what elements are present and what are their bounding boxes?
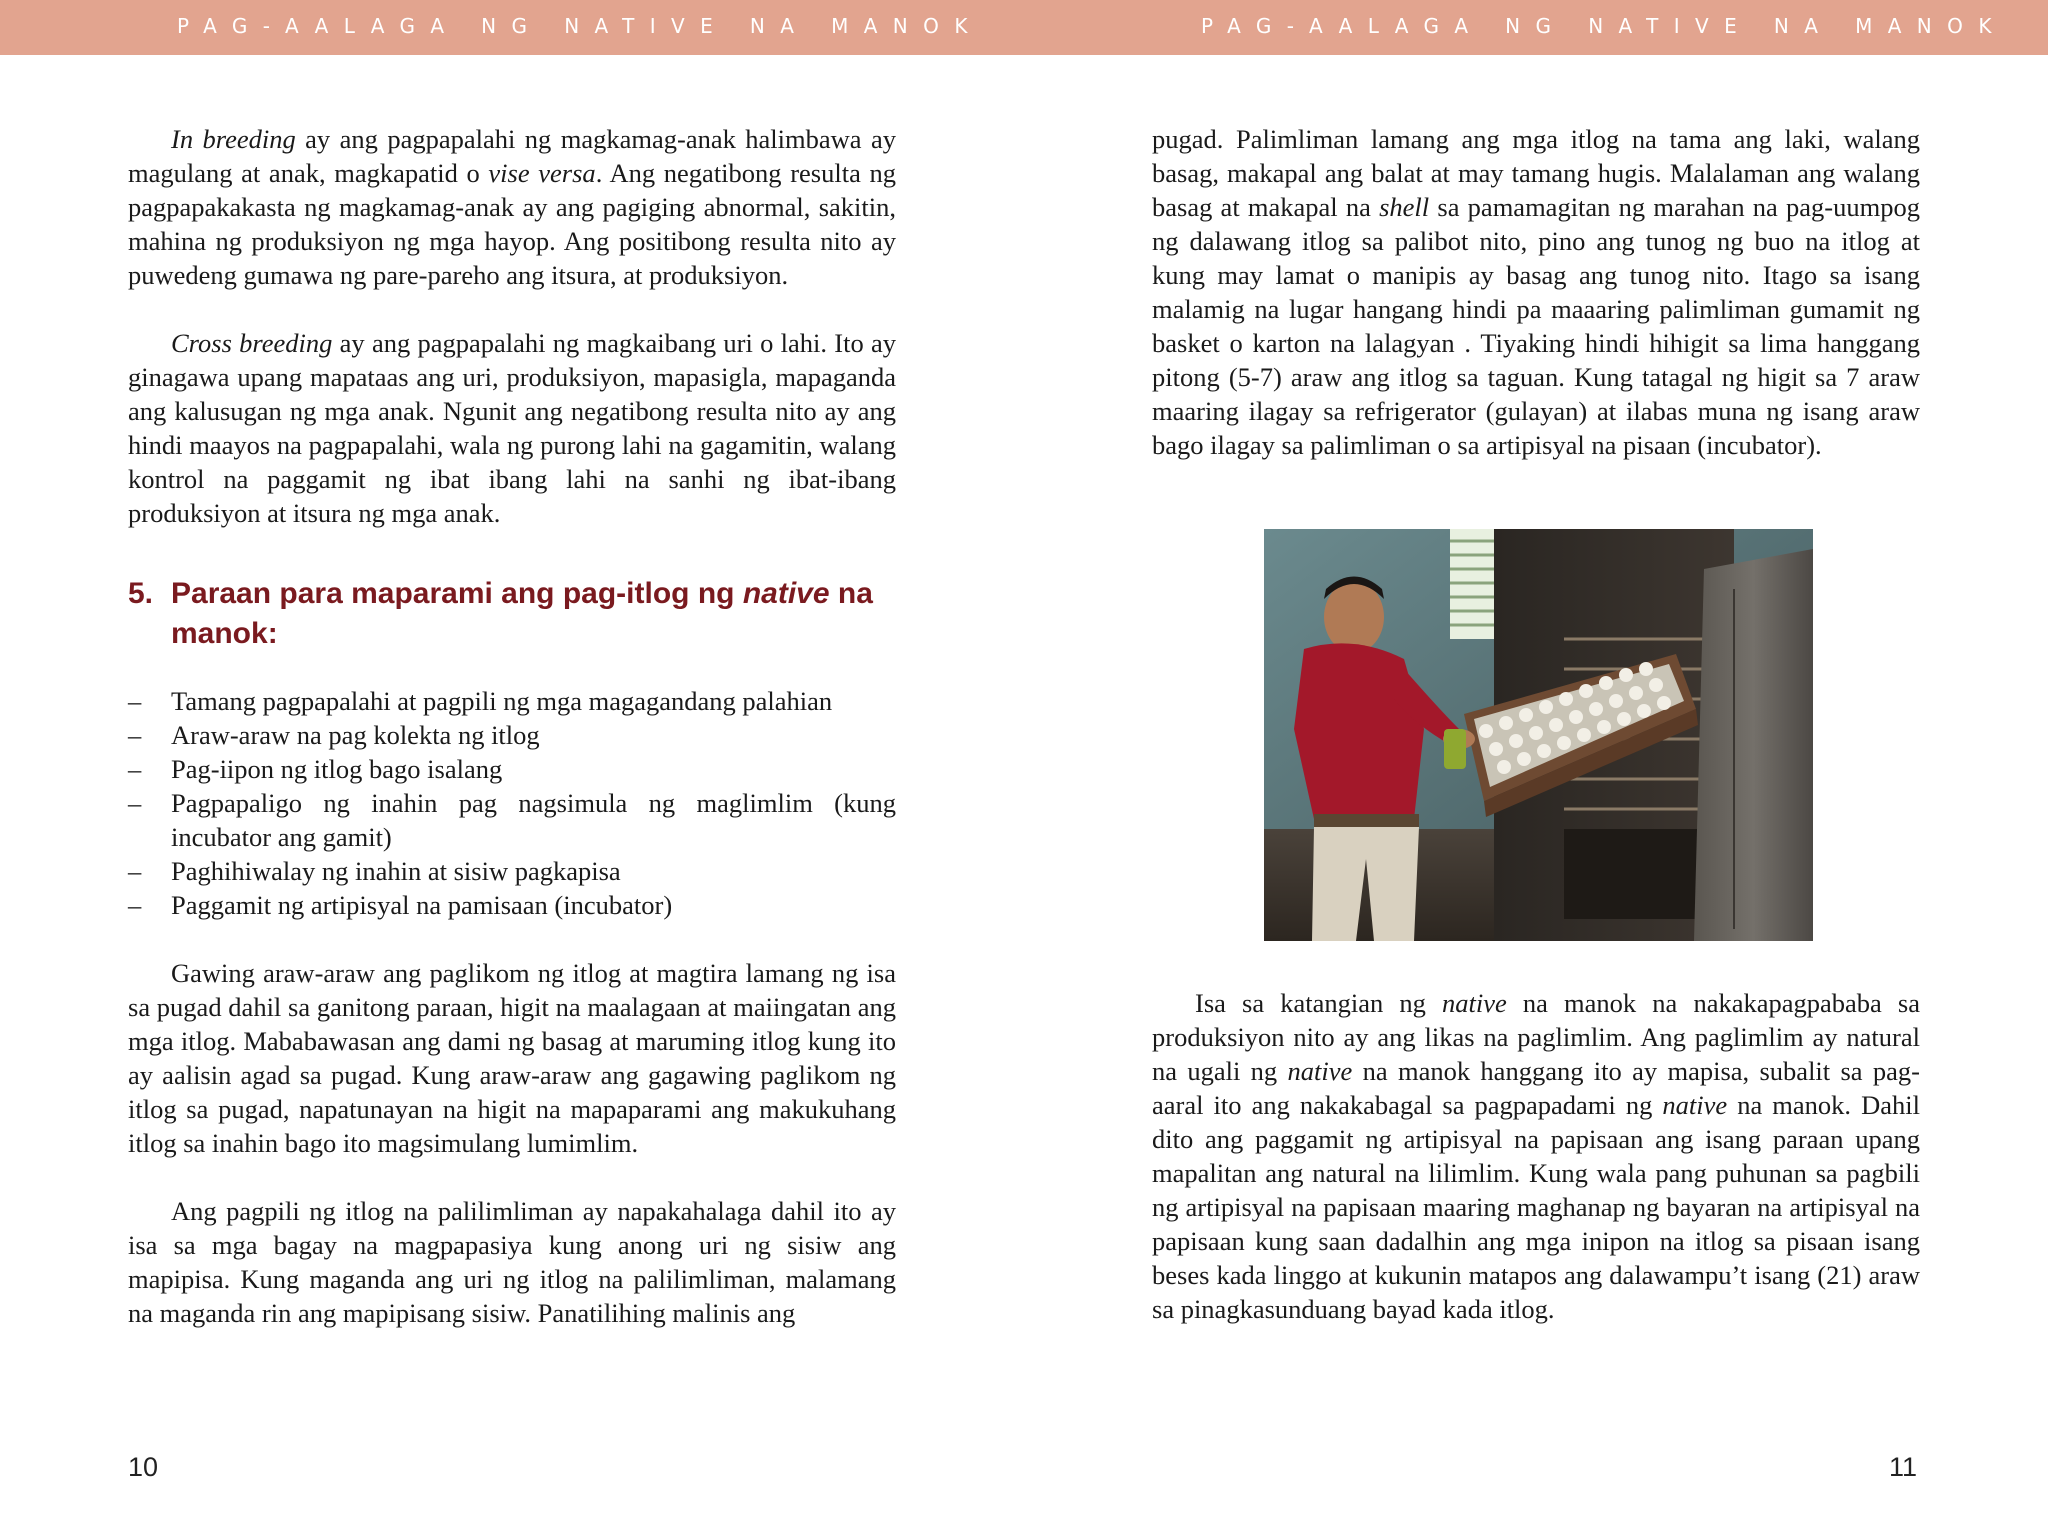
running-head-left: PAG-AALAGA NG NATIVE NA MANOK [177,14,983,38]
incubator-photo [1264,529,1813,941]
methods-list [128,684,896,922]
list-item: – Pag-iipon ng itlog bago isalang [128,754,503,784]
list-item: – Paggamit ng artipisyal na pamisaan (incubator) [128,890,673,920]
paragraph-cross-breeding: Cross breeding ay ang pagpapalahi ng magkaibang uri o lahi. Ito ay ginagawa upang mapataas ang uri, produksiyon, mapasigla, mapaganda ang kalusugan ng mga anak. Ngunit ang negatibong resulta nito ay ang hindi maayos na pagpapalahi, wala ng purong lahi na gagamitin, walang kontrol na paggamit ng ibat ibang lahi na sanhi ng ibat-ibang produksiyon at itsura ng mga anak. [128,328,896,528]
paragraph-brooding: Isa sa katangian ng native na manok na nakakapagpababa sa produksiyon nito ay ang likas na paglimlim. Ang paglimlim ay natural na ugali ng native na manok hanggang ito ay mapisa, subalit sa pag-aaral ito ang nakakabagal sa pagpapadami ng native na manok. Dahil dito ang paggamit ng artipisyal na papisaan ang isang paraan upang mapalitan ang natural na lilimlim. Kung wala pang puhunan sa pagbili ng artipisyal na papisaan maaring maghanap ng bayaran na artipisyal na papisaan kung saan dadalhin ang mga inipon na itlog sa pisaan isang beses kada linggo at kukunin matapos ang dalawampu’t isang (21) araw sa pinagkasunduang bayad kada itlog. [1152,988,1920,1324]
running-head-right: PAG-AALAGA NG NATIVE NA MANOK [1201,14,2007,38]
list-item: – Pagpapaligo ng inahin pag nagsimula ng maglimlim (kung incubator ang gamit) [128,788,896,852]
right-page-column-lower [1152,986,1920,1326]
left-page-column [128,122,896,1330]
list-item: – Paghihiwalay ng inahin at sisiw pagkapisa [128,856,621,886]
section-heading: 5. Paraan para maparami ang pag-itlog ng native na manok: [128,577,873,650]
paragraph-in-breeding: In breeding ay ang pagpapalahi ng magkamag-anak halimbawa ay magulang at anak, magkapatid o vise versa. Ang negatibong resulta ng pagpapakakasta ng magkamag-anak ay ang pagiging abnormal, sakitin, mahina ng produksiyon ng mga hayop. Ang positibong resulta nito ay puwedeng gumawa ng pare-pareho ang itsura, at produksiyon. [128,124,896,290]
paragraph-egg-collection: Gawing araw-araw ang paglikom ng itlog at magtira lamang ng isa sa pugad dahil sa ganitong paraan, higit na maalagaan at maiingatan ang mga itlog. Mababawasan ang dami ng basag at maruming itlog kung ito ay aalisin agad sa pugad. Kung araw-araw ang gagawing paglikom ng itlog sa pugad, napatunayan na higit na mapaparami ang makukuhang itlog sa inahin bago ito magsimulang lumimlim. [128,958,896,1158]
right-page-column [1152,122,1920,462]
paragraph-egg-selection: Ang pagpili ng itlog na palilimliman ay napakahalaga dahil ito ay isa sa mga bagay na magpapasiya kung anong uri ng sisiw ang mapipisa. Kung maganda ang uri ng itlog na palilimliman, malamang na maganda rin ang mapipisang sisiw. Panatilihing malinis ang [128,1196,896,1328]
paragraph-egg-storage: pugad. Palimliman lamang ang mga itlog na tama ang laki, walang basag, makapal ang balat at may tamang hugis. Malalaman ang walang basag at makapal na shell sa pamamagitan ng marahan na pag-uumpog ng dalawang itlog sa palibot nito, pino ang tunog ng buo na itlog at kung may lamat o manipis ay basag ang tunog nito. Itago sa isang malamig na lugar hangang hindi pa maaaring palimliman gumamit ng basket o karton na lalagyan . Tiyaking hindi hihigit sa lima hanggang pitong (5-7) araw ang itlog sa taguan. Kung tatagal ng higit sa 7 araw maaring ilagay sa refrigerator (gulayan) at ilabas muna ng isang araw bago ilagay sa palimliman o sa artipisyal na pisaan (incubator). [1152,124,1920,460]
list-item: – Tamang pagpapalahi at pagpili ng mga magagandang palahian [128,686,833,716]
list-item: – Araw-araw na pag kolekta ng itlog [128,720,540,750]
page-number-left: 10 [128,1452,159,1482]
page-number-right: 11 [1889,1452,1918,1482]
